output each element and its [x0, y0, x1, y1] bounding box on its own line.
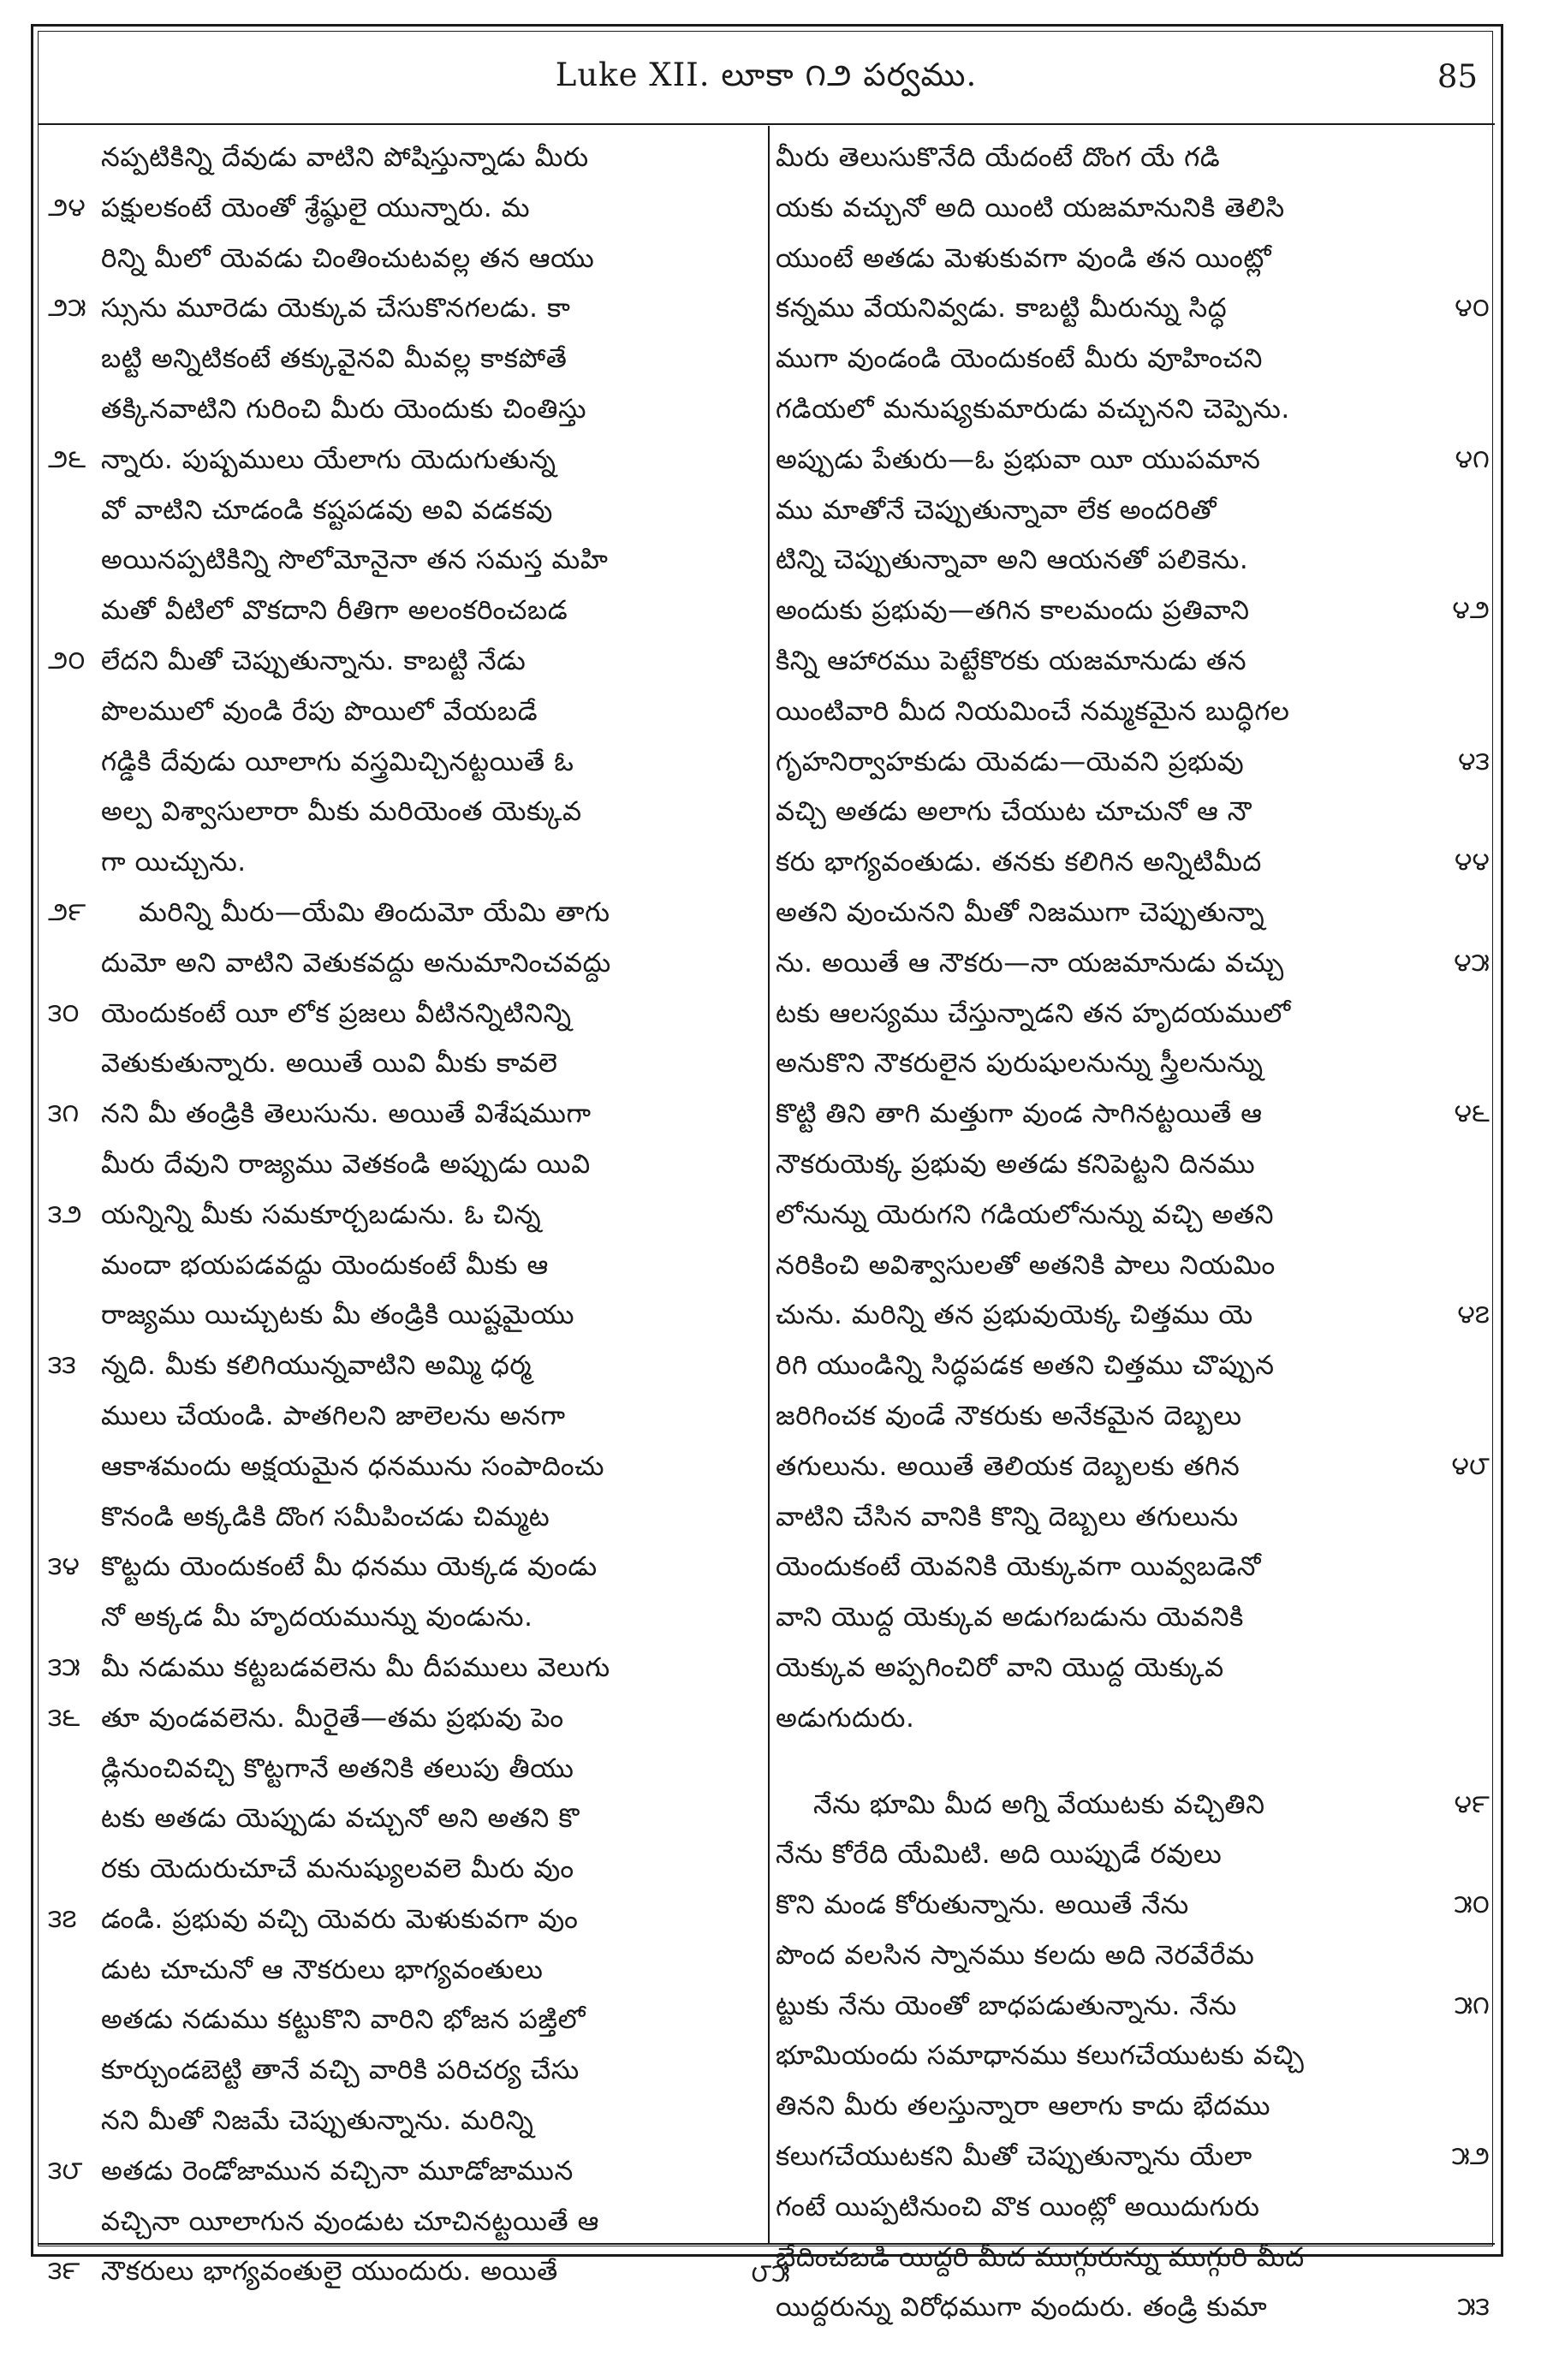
line-text: కరు భాగ్యవంతుడు. తనకు కలిగిన అన్నిటిమీద	[776, 847, 1262, 878]
line-text: అతడు రెండోజామున వచ్చినా మూడోజామున	[101, 2155, 574, 2187]
text-line	[48, 990, 762, 1040]
text-line	[776, 939, 1490, 990]
text-line	[48, 134, 762, 184]
signature-mark: ౮౫	[751, 2258, 790, 2288]
verse-number: ౪౮	[1451, 1450, 1490, 1481]
text-line	[776, 1781, 1490, 1831]
text-line	[776, 788, 1490, 838]
text-line	[776, 1291, 1490, 1342]
text-line	[48, 1794, 762, 1845]
text-line	[48, 1443, 762, 1493]
text-line	[48, 889, 762, 939]
text-line	[48, 1392, 762, 1443]
line-text: నేను భూమి మీద అగ్ని వేయుటకు వచ్చితిని	[813, 1788, 1265, 1820]
text-line	[776, 586, 1490, 637]
line-text: వెతుకుతున్నారు. అయితే యివి మీకు కావలె	[101, 1048, 558, 1080]
paragraph-gap	[776, 1745, 1490, 1781]
text-line	[776, 1881, 1490, 1931]
text-line	[776, 1392, 1490, 1443]
line-text: తగులును. అయితే తెలియక దెబ్బలకు తగిన	[776, 1450, 1241, 1482]
text-line	[776, 1543, 1490, 1593]
verse-number: ౨౪	[48, 192, 86, 223]
line-text: రకు యెదురుచూచే మనుష్యులవలె మీరు వుం	[101, 1853, 574, 1885]
text-line	[48, 1543, 762, 1593]
line-text: గడియలో మనుష్యకుమారుడు వచ్చునని చెప్పెను.	[776, 393, 1290, 425]
line-text: తక్కినవాటిని గురించి మీరు యెందుకు చింతిస్తు	[101, 393, 587, 425]
line-text: టకు అతడు యెప్పుడు వచ్చునో అని అతని కొ	[101, 1803, 580, 1835]
text-line	[776, 436, 1490, 486]
text-line	[776, 134, 1490, 184]
line-text: డండి. ప్రభువు వచ్చి యెవరు మెళుకువగా వుం	[101, 1903, 579, 1935]
line-text: చును. మరిన్ని తన ప్రభువుయెక్క చిత్తము యె	[776, 1300, 1253, 1331]
text-line	[48, 486, 762, 537]
verse-number: ౩౨	[48, 1199, 82, 1229]
line-text: యిద్దరున్ను విరోధముగా వుందురు. తండ్రి కుమా	[776, 2292, 1268, 2323]
text-line	[776, 1931, 1490, 1982]
line-text: కొట్టి తిని తాగి మత్తుగా వుండ సాగినట్టయితే ఆ	[776, 1098, 1263, 1130]
footer-rule	[38, 2243, 1495, 2245]
line-text: మీరు తెలుసుకొనేది యేదంటే దొంగ యే గడి	[776, 142, 1221, 173]
verse-number: ౩౯	[48, 2256, 80, 2287]
line-text: మీ నడుము కట్టబడవలెను మీ దీపములు వెలుగు	[101, 1651, 610, 1683]
text-line	[776, 738, 1490, 788]
line-text: పొంద వలసిన స్నానము కలదు అది నెరవేరేమ	[776, 1939, 1255, 1971]
line-text: కొని మండ కోరుతున్నాను. అయితే నేను	[776, 1889, 1189, 1921]
verse-number: ౪౩	[1458, 746, 1490, 776]
line-text: నేను కోరేది యేమిటి. అది యిప్పుడే రవులు	[776, 1839, 1223, 1871]
text-line	[776, 1191, 1490, 1241]
line-text: భేదించబడి యిద్దరి మీద ముగ్గురున్ను ముగ్గురి మీద	[776, 2241, 1305, 2273]
text-line	[48, 1644, 762, 1694]
text-line	[776, 1342, 1490, 1392]
header-rule	[38, 123, 1495, 125]
text-line	[48, 1342, 762, 1392]
verse-number: ౪౫	[1454, 947, 1490, 978]
text-line	[776, 1830, 1490, 1881]
text-line	[776, 1593, 1490, 1644]
line-text: గా యిచ్చును.	[101, 847, 247, 878]
verse-number: ౩౫	[48, 1651, 80, 1682]
line-text: కన్నము వేయనివ్వడు. కాబట్టి మీరున్ను సిద్ధ	[776, 293, 1228, 324]
line-text: టకు ఆలస్యము చేస్తున్నాడని తన హృదయములో	[776, 997, 1291, 1029]
line-text: గృహనిర్వాహకుడు యెవడు—యెవని ప్రభువు	[776, 746, 1245, 777]
text-line	[48, 1291, 762, 1342]
verse-number: ౩౬	[48, 1702, 80, 1733]
verse-number: ౨౦	[48, 645, 86, 675]
text-line	[776, 838, 1490, 889]
text-line	[48, 436, 762, 486]
line-text: లోనున్ను యెరుగని గడియలోనున్ను వచ్చి అతని	[776, 1199, 1275, 1230]
line-text: నో అక్కడ మీ హృదయమున్ను వుండును.	[101, 1602, 533, 1633]
right-column	[776, 134, 1490, 2334]
text-line	[776, 1090, 1490, 1140]
line-text: యింటివారి మీద నియమించే నమ్మకమైన బుద్ధిగల	[776, 695, 1290, 727]
line-text: నౌకరుయెక్క ప్రభువు అతడు కనిపెట్టని దినము	[776, 1148, 1256, 1180]
verse-number: ౪౬	[1454, 1098, 1490, 1129]
text-line	[776, 2082, 1490, 2133]
text-line	[776, 184, 1490, 235]
column-divider	[768, 126, 770, 2243]
text-line	[776, 1140, 1490, 1191]
line-text: యెందుకంటే యెవనికి యెక్కువగా యివ్వబడెనో	[776, 1551, 1262, 1583]
left-column	[48, 134, 762, 2298]
text-line	[48, 838, 762, 889]
line-text: మందా భయపడవద్దు యెందుకంటే మీకు ఆ	[101, 1249, 549, 1281]
line-text: రాజ్యము యిచ్చుటకు మీ తండ్రికి యిష్టమైయు	[101, 1300, 575, 1331]
text-line	[48, 1493, 762, 1544]
text-line	[48, 2198, 762, 2248]
line-text: అందుకు ప్రభువు—తగిన కాలమందు ప్రతివాని	[776, 595, 1250, 627]
line-text: డ్లినుంచివచ్చి కొట్టగానే అతనికి తలుపు తీయు	[101, 1752, 574, 1784]
text-line	[48, 788, 762, 838]
line-text: వచ్చి అతడు అలాగు చేయుట చూచునో ఆ నౌ	[776, 796, 1252, 828]
text-line	[776, 284, 1490, 335]
line-text: యెక్కువ అప్పగించిరో వాని యొద్ద యెక్కువ	[776, 1651, 1224, 1683]
text-line	[48, 586, 762, 637]
line-text: యెందుకంటే యీ లోక ప్రజలు వీటినన్నిటినిన్ని	[101, 997, 572, 1029]
verse-number: ౫౦	[1454, 1889, 1490, 1920]
text-line	[48, 536, 762, 586]
line-text: లేదని మీతో చెప్పుతున్నాను. కాబట్టి నేడు	[101, 645, 527, 676]
line-text: వాని యొద్ద యెక్కువ అడుగబడును యెవనికి	[776, 1602, 1244, 1633]
header-title: Luke XII. లూకా ౧౨ పర్వము.	[555, 57, 978, 93]
line-text: నప్పటికిన్ని దేవుడు వాటిని పోషిస్తున్నాడు మీరు	[101, 142, 589, 173]
verse-number: ౪౭	[1457, 1300, 1490, 1330]
line-text: ము మాతోనే చెప్పుతున్నావా లేక అందరితో	[776, 494, 1217, 526]
line-text: కూర్చుండబెట్టి తానే వచ్చి వారికి పరిచర్య చేసు	[101, 2055, 580, 2086]
line-text: రిన్ని మీలో యెవడు చింతించుటవల్ల తన ఆయు	[101, 242, 595, 274]
line-text: రిగి యుండిన్ని సిద్ధపడక అతని చిత్తము చొప్పున	[776, 1350, 1275, 1382]
verse-number: ౨౫	[48, 293, 86, 324]
verse-number: ౩౭	[48, 1903, 77, 1934]
line-text: అడుగుదురు.	[776, 1702, 915, 1734]
verse-number: ౪౪	[1454, 847, 1490, 878]
text-line	[776, 1644, 1490, 1694]
text-line	[776, 2133, 1490, 2183]
verse-number: ౩౧	[48, 1098, 80, 1129]
line-text: కిన్ని ఆహారము పెట్టేకొరకు యజమానుడు తన	[776, 645, 1247, 676]
text-line	[48, 939, 762, 990]
verse-number: ౩౪	[48, 1551, 80, 1582]
text-line	[776, 687, 1490, 738]
text-line	[776, 536, 1490, 586]
line-text: అప్పుడు పేతురు—ఓ ప్రభువా యీ యుపమాన	[776, 443, 1261, 475]
line-text: దుమో అని వాటిని వెతుకవద్దు అనుమానించవద్దు	[101, 947, 611, 979]
line-text: స్సును మూరెడు యెక్కువ చేసుకొనగలడు. కా	[101, 293, 571, 324]
verse-number: ౩౦	[48, 997, 80, 1028]
line-text: యన్నిన్ని మీకు సమకూర్చబడును. ఓ చిన్న	[101, 1199, 542, 1230]
text-line	[48, 385, 762, 436]
line-text: అనుకొని నౌకరులైన పురుషులనున్ను స్త్రీలనున్ను	[776, 1048, 1264, 1080]
text-line	[48, 1694, 762, 1745]
line-text: నౌకరులు భాగ్యవంతులై యుందురు. అయితే	[101, 2256, 558, 2288]
running-header	[43, 39, 1490, 125]
text-line	[776, 990, 1490, 1040]
line-text: తూ వుండవలెను. మీరైతే—తమ ప్రభువు పెం	[101, 1702, 564, 1734]
line-text: అతడు నడుము కట్టుకొని వారిని భోజన పఙ్తిలో	[101, 2004, 586, 2036]
line-text: గంటే యిప్పటినుంచి వొక యింట్లో అయిదుగురు	[776, 2191, 1260, 2222]
text-line	[776, 2183, 1490, 2234]
line-text: తినని మీరు తలస్తున్నారా ఆలాగు కాదు భేదము	[776, 2091, 1271, 2122]
text-line	[48, 1241, 762, 1292]
line-text: యకు వచ్చునో అది యింటి యజమానునికి తెలిసి	[776, 192, 1285, 223]
line-text: ఆకాశమందు అక్షయమైన ధనమును సంపాదించు	[101, 1450, 605, 1482]
text-line	[776, 1443, 1490, 1493]
text-line	[776, 1039, 1490, 1090]
text-line	[48, 1895, 762, 1946]
text-line	[48, 1140, 762, 1191]
line-text: మతో వీటిలో వొకదాని రీతిగా అలంకరించబడ	[101, 595, 568, 627]
line-text: అతని వుంచునని మీతో నిజముగా చెప్పుతున్నా	[776, 896, 1265, 928]
line-text: ను. అయితే ఆ నౌకరు—నా యజమానుడు వచ్చు	[776, 947, 1284, 979]
line-text: మరిన్ని మీరు—యేమి తిందుమో యేమి తాగు	[139, 896, 610, 928]
verse-number: ౫౧	[1454, 1990, 1490, 2020]
verse-number: ౪౯	[1454, 1788, 1490, 1819]
line-text: పొలములో వుండి రేపు పొయిలో వేయబడే	[101, 695, 538, 727]
text-line	[776, 1241, 1490, 1292]
text-line	[48, 1191, 762, 1241]
line-text: కలుగచేయుటకని మీతో చెప్పుతున్నాను యేలా	[776, 2141, 1252, 2173]
text-line	[48, 284, 762, 335]
text-line	[776, 637, 1490, 687]
verse-number: ౪౨	[1452, 595, 1490, 626]
text-line	[776, 235, 1490, 285]
text-line	[48, 1996, 762, 2046]
text-line	[48, 2097, 762, 2147]
verse-number: ౩౩	[48, 1350, 76, 1381]
text-line	[776, 889, 1490, 939]
verse-number: ౪౦	[1455, 293, 1490, 324]
text-line	[48, 1946, 762, 1996]
text-line	[48, 738, 762, 788]
line-text: న్నారు. పుష్పములు యేలాగు యెదుగుతున్న	[101, 443, 556, 475]
verse-number: ౨౯	[48, 896, 86, 927]
text-line	[48, 1039, 762, 1090]
text-line	[48, 1745, 762, 1795]
verse-number: ౩౮	[48, 2155, 83, 2186]
line-text: నని మీతో నిజమే చెప్పుతున్నాను. మరిన్ని	[101, 2105, 534, 2137]
text-line	[48, 2046, 762, 2097]
line-text: వాటిని చేసిన వానికి కొన్ని దెబ్బలు తగులును	[776, 1501, 1239, 1532]
text-line	[48, 1845, 762, 1895]
text-line	[48, 1593, 762, 1644]
line-text: భూమియందు సమాధానము కలుగచేయుటకు వచ్చి	[776, 2040, 1305, 2072]
text-line	[48, 2147, 762, 2198]
line-text: జరిగించక వుండే నౌకరుకు అనేకమైన దెబ్బలు	[776, 1400, 1242, 1431]
verse-number: ౫౨	[1451, 2141, 1490, 2172]
verse-number: ౫౩	[1457, 2292, 1490, 2323]
line-text: గడ్డికి దేవుడు యీలాగు వస్త్రమిచ్చినట్టయితే ఓ	[101, 746, 574, 777]
line-text: డుట చూచునో ఆ నౌకరులు భాగ్యవంతులు	[101, 1954, 544, 1985]
text-line	[776, 1982, 1490, 2032]
text-line	[48, 687, 762, 738]
text-line	[48, 184, 762, 235]
verse-number: ౪౧	[1455, 443, 1490, 474]
text-line	[776, 1694, 1490, 1745]
line-text: టిన్ని చెప్పుతున్నావా అని ఆయనతో పలికెను.	[776, 544, 1249, 576]
line-text: ములు చేయండి. పాతగిలని జాలెలను అనగా	[101, 1400, 566, 1431]
page-number: 85	[1437, 58, 1478, 95]
text-line	[48, 335, 762, 385]
text-line	[776, 335, 1490, 385]
text-line	[776, 486, 1490, 537]
line-text: నని మీ తండ్రికి తెలుసును. అయితే విశేషముగా	[101, 1098, 592, 1130]
line-text: అల్ప విశ్వాసులారా మీకు మరియెంత యెక్కువ	[101, 796, 582, 828]
line-text: వో వాటిని చూడండి కష్టపడవు అవి వడకవు	[101, 494, 553, 526]
line-text: ముగా వుండండి యెందుకంటే మీరు వూహించని	[776, 343, 1263, 375]
line-text: కొనండి అక్కడికి దొంగ సమీపించడు చిమ్మట	[101, 1501, 550, 1532]
line-text: న్నది. మీకు కలిగియున్నవాటిని అమ్మి ధర్మ	[101, 1350, 533, 1382]
line-text: కొట్టదు యెందుకంటే మీ ధనము యెక్కడ వుండు	[101, 1551, 598, 1583]
text-line	[776, 385, 1490, 436]
line-text: అయినప్పటికిన్ని సొలోమోనైనా తన సమస్త మహి	[101, 544, 609, 576]
line-text: ట్టుకు నేను యెంతో బాధపడుతున్నాను. నేను	[776, 1990, 1237, 2021]
verse-number: ౨౬	[48, 443, 86, 474]
line-text: మీరు దేవుని రాజ్యము వెతకండి అప్పుడు యివి	[101, 1148, 591, 1180]
text-line	[48, 1090, 762, 1140]
line-text: నరికించి అవిశ్వాసులతో అతనికి పాలు నియమిం	[776, 1249, 1276, 1281]
text-line	[48, 637, 762, 687]
line-text: వచ్చినా యీలాగున వుండుట చూచినట్టయితే ఆ	[101, 2205, 599, 2237]
line-text: బట్టి అన్నిటికంటే తక్కువైనవి మీవల్ల కాకపోతే	[101, 343, 568, 375]
text-line	[776, 1493, 1490, 1544]
line-text: పక్షులకంటే యెంతో శ్రేష్ఠులై యున్నారు. మ	[101, 192, 531, 223]
text-line	[776, 2032, 1490, 2082]
line-text: యుంటే అతడు మెళుకువగా వుండి తన యింట్లో	[776, 242, 1272, 274]
text-line	[48, 235, 762, 285]
